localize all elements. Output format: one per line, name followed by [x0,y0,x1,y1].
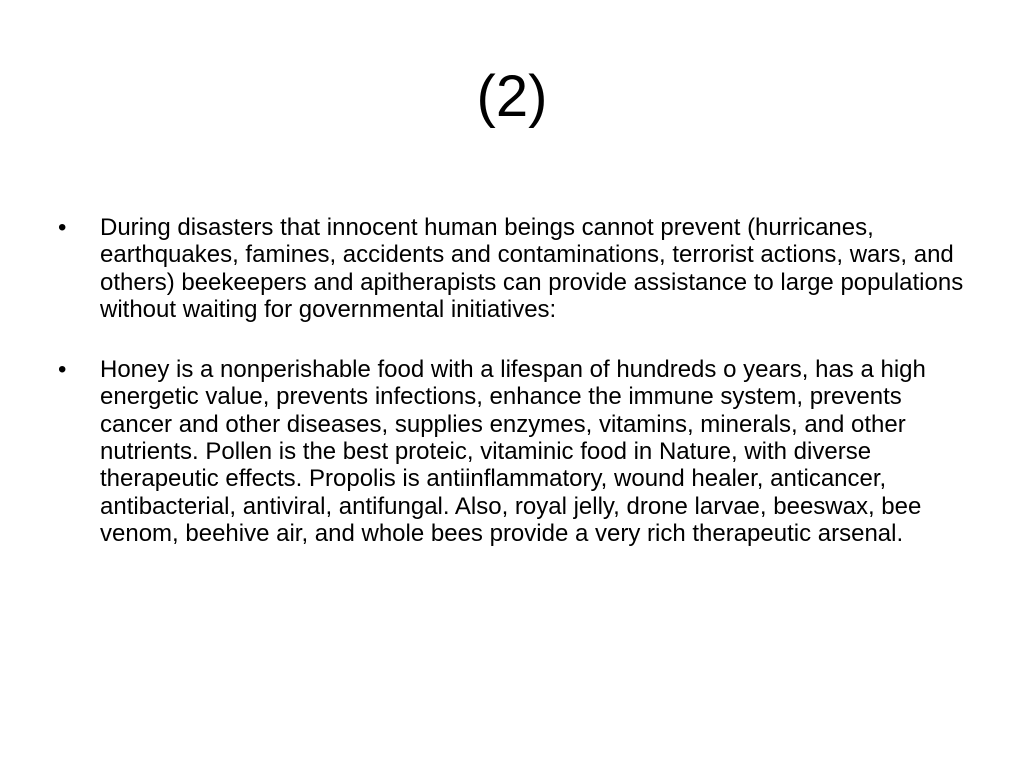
bullet-list [58,214,968,580]
bullet-item-disasters [58,214,968,323]
bullet-marker: • [58,214,67,241]
slide-title: (2) [476,64,548,129]
bullet-text: During disasters that innocent human beings cannot prevent (hurricanes, earthquakes, famines, accidents and contaminations, terrorist actions, wars, and others) beekeepers and apitherapists can provide assistance to large populations without waiting for governmental initiatives: [100,214,964,323]
bullet-item-honey [58,356,968,547]
bullet-marker: • [58,356,67,384]
bullet-text: Honey is a nonperishable food with a lifespan of hundreds o years, has a high energetic value, prevents infections, enhance the immune system, prevents cancer and other diseases, supplies enzymes, vitamins, minerals, and other nutrients. Pollen is the best proteic, vitaminic food in Nature, with diverse therapeutic effects. Propolis is antiinflammatory, wound healer, anticancer, antibacterial, antiviral, antifungal. Also, royal jelly, drone larvae, beeswax, bee venom, beehive air, and whole bees provide a very rich therapeutic arsenal. [100,356,926,547]
